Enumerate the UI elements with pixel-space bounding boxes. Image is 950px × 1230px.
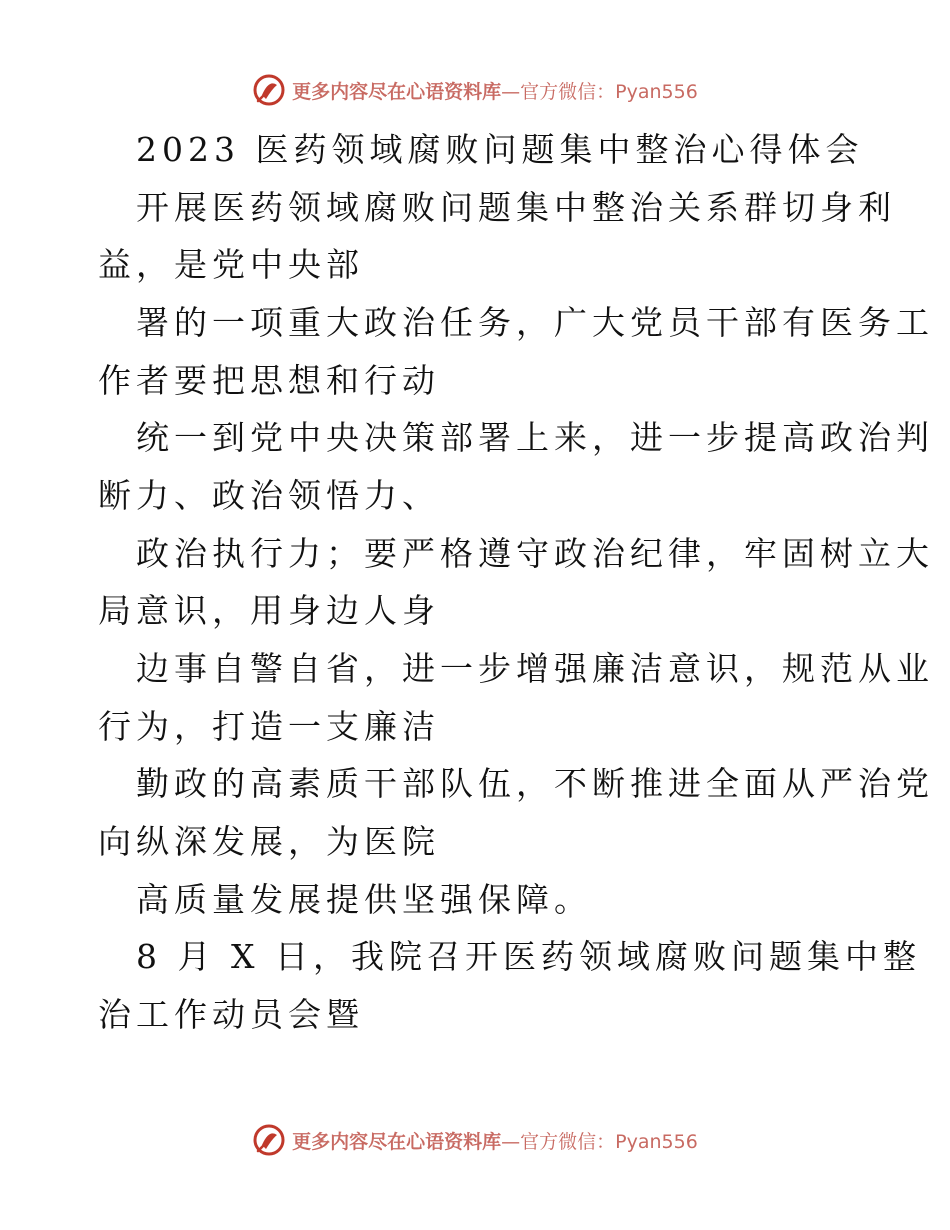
footer-watermark xyxy=(0,1120,950,1160)
paragraph-line: 向纵深发展，为医院 xyxy=(98,822,440,861)
paragraph-line: 局意识，用身边人身 xyxy=(98,591,440,630)
paragraph-line: 行为，打造一支廉洁 xyxy=(98,707,440,746)
paragraph-line: 高质量发展提供坚强保障。 xyxy=(136,880,592,919)
paragraph-line: 益，是党中央部 xyxy=(98,245,364,284)
document-title: 2023 医药领域腐败问题集中整治心得体会 xyxy=(136,130,864,169)
paragraph-line: 勤政的高素质干部队伍，不断推进全面从严治党 xyxy=(136,764,934,803)
brush-seal-icon xyxy=(252,73,286,107)
paragraph-line: 统一到党中央决策部署上来，进一步提高政治判 xyxy=(136,418,934,457)
paragraph-line: 治工作动员会暨 xyxy=(98,995,364,1034)
paragraph-line: 8 月 X 日，我院召开医药领域腐败问题集中整 xyxy=(136,937,921,976)
paragraph-line: 政治执行力；要严格遵守政治纪律，牢固树立大 xyxy=(136,534,934,573)
paragraph-line: 边事自警自省，进一步增强廉洁意识，规范从业 xyxy=(136,649,934,688)
paragraph-line: 断力、政治领悟力、 xyxy=(98,476,440,515)
paragraph-line: 开展医药领域腐败问题集中整治关系群切身利 xyxy=(136,188,896,227)
brush-seal-icon xyxy=(252,1123,286,1157)
paragraph-line: 署的一项重大政治任务，广大党员干部有医务工 xyxy=(136,303,934,342)
paragraph-line: 作者要把思想和行动 xyxy=(98,361,440,400)
watermark-text: 更多内容尽在心语资料库—官方微信：Pyan556 xyxy=(292,1130,698,1153)
watermark-text: 更多内容尽在心语资料库—官方微信：Pyan556 xyxy=(292,80,698,103)
header-watermark xyxy=(0,70,950,110)
